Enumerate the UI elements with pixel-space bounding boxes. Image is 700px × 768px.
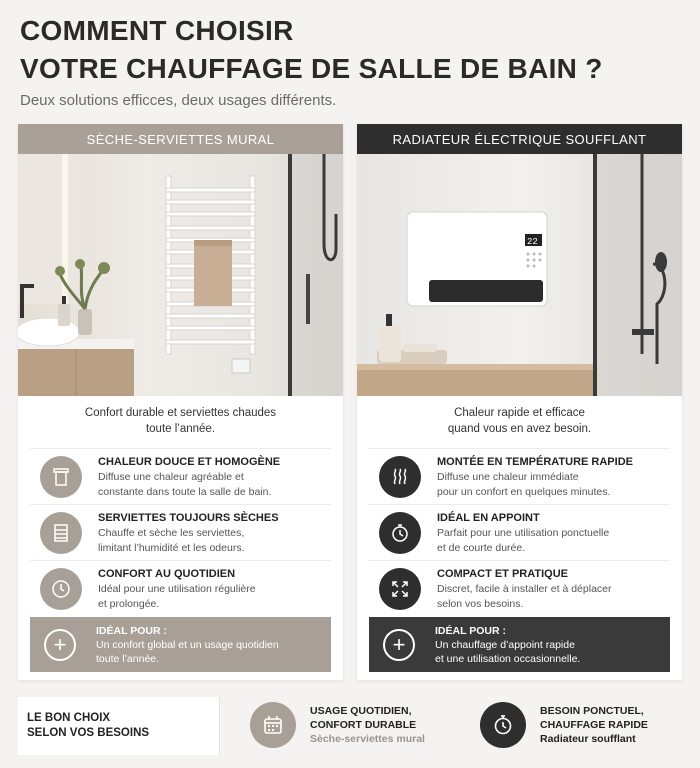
ideal-desc-1: Un chauffage d’appoint rapide xyxy=(435,638,575,651)
ideal-for-banner xyxy=(30,617,331,672)
feature-desc-2: et de courte durée. xyxy=(437,541,526,554)
feature-item xyxy=(369,504,670,560)
feature-title: MONTÉE EN TEMPÉRATURE RAPIDE xyxy=(437,455,633,468)
option-daily-use xyxy=(250,702,425,748)
feature-item xyxy=(30,504,331,560)
clock-icon xyxy=(40,568,82,610)
expand-arrows-icon xyxy=(379,568,421,610)
title-line-2: VOTRE CHAUFFAGE DE SALLE DE BAIN ? xyxy=(20,53,603,84)
feature-desc-2: pour un confort en quelques minutes. xyxy=(437,485,611,498)
choice-label xyxy=(18,697,220,755)
plus-icon: + xyxy=(44,629,76,661)
feature-title: CHALEUR DOUCE ET HOMOGÈNE xyxy=(98,455,281,468)
option-occasional-use xyxy=(480,702,648,748)
option-product: Radiateur soufflant xyxy=(540,732,636,745)
towel-icon xyxy=(40,456,82,498)
choice-line-2: SELON VOS BESOINS xyxy=(27,727,150,739)
stopwatch-icon xyxy=(480,702,526,748)
feature-desc-2: selon vos besoins. xyxy=(437,597,524,610)
page-subtitle: Deux solutions efficces, deux usages différents. xyxy=(20,92,337,109)
tagline-line-2: quand vous en avez besoin. xyxy=(447,423,592,435)
feature-desc-1: Parfait pour une utilisation ponctuelle xyxy=(437,526,610,539)
towel-rail-heading: SÈCHE-SERVIETTES MURAL xyxy=(18,124,343,154)
feature-item xyxy=(369,448,670,504)
tagline-line-1: Chaleur rapide et efficace xyxy=(454,407,585,419)
feature-title: COMPACT ET PRATIQUE xyxy=(437,567,568,580)
feature-desc-1: Chauffe et sèche les serviettes, xyxy=(98,526,245,539)
feature-desc-2: et prolongée. xyxy=(98,597,160,610)
option-title-2: CHAUFFAGE RAPIDE xyxy=(540,718,648,731)
feature-desc-2: constante dans toute la salle de bain. xyxy=(98,485,272,498)
fan-heater-photo xyxy=(357,154,682,396)
option-title-2: CONFORT DURABLE xyxy=(310,718,417,731)
feature-title: CONFORT AU QUOTIDIEN xyxy=(98,567,236,580)
feature-desc-2: limitant l’humidité et les odeurs. xyxy=(98,541,245,554)
feature-desc-1: Diffuse une chaleur immédiate xyxy=(437,470,579,483)
tagline-line-2: toute l’année. xyxy=(145,423,216,435)
ideal-title: IDÉAL POUR : xyxy=(96,624,167,637)
title-line-1: COMMENT CHOISIR xyxy=(20,15,294,46)
ideal-for-banner xyxy=(369,617,670,672)
towel-rail-photo xyxy=(18,154,343,396)
plus-icon: + xyxy=(383,629,415,661)
feature-item xyxy=(30,448,331,504)
stopwatch-icon xyxy=(379,512,421,554)
calendar-icon xyxy=(250,702,296,748)
tagline-line-1: Confort durable et serviettes chaudes xyxy=(84,407,277,419)
bathroom-towel-rail-illustration xyxy=(18,154,343,396)
feature-desc-1: Diffuse une chaleur agréable et xyxy=(98,470,244,483)
fan-heater-heading: RADIATEUR ÉLECTRIQUE SOUFFLANT xyxy=(357,124,682,154)
feature-desc-1: Discret, facile à installer et à déplacer xyxy=(437,582,612,595)
ideal-desc-2: et une utilisation occasionnelle. xyxy=(435,652,581,665)
ideal-title: IDÉAL POUR : xyxy=(435,624,506,637)
choice-line-1: LE BON CHOIX xyxy=(27,712,111,724)
feature-title: SERVIETTES TOUJOURS SÈCHES xyxy=(98,511,279,524)
towel-rail-tagline xyxy=(18,396,343,448)
feature-title: IDÉAL EN APPOINT xyxy=(437,511,540,524)
towel-rail-card xyxy=(18,124,343,680)
fan-heater-tagline xyxy=(357,396,682,448)
feature-item xyxy=(30,560,331,616)
feature-desc-1: Idéal pour une utilisation régulière xyxy=(98,582,256,595)
option-title-1: USAGE QUOTIDIEN, xyxy=(310,704,412,717)
fan-heater-card xyxy=(357,124,682,680)
heat-waves-icon xyxy=(379,456,421,498)
choice-footer xyxy=(0,688,700,768)
heater-display-text: 22 xyxy=(527,237,538,247)
option-title-1: BESOIN PONCTUEL, xyxy=(540,704,644,717)
option-product: Sèche-serviettes mural xyxy=(310,732,425,745)
feature-item xyxy=(369,560,670,616)
towel-rack-icon xyxy=(40,512,82,554)
ideal-desc-1: Un confort global et un usage quotidien xyxy=(96,638,279,651)
page-title xyxy=(20,12,603,88)
ideal-desc-2: toute l’année. xyxy=(96,652,160,665)
bathroom-fan-heater-illustration xyxy=(357,154,682,396)
